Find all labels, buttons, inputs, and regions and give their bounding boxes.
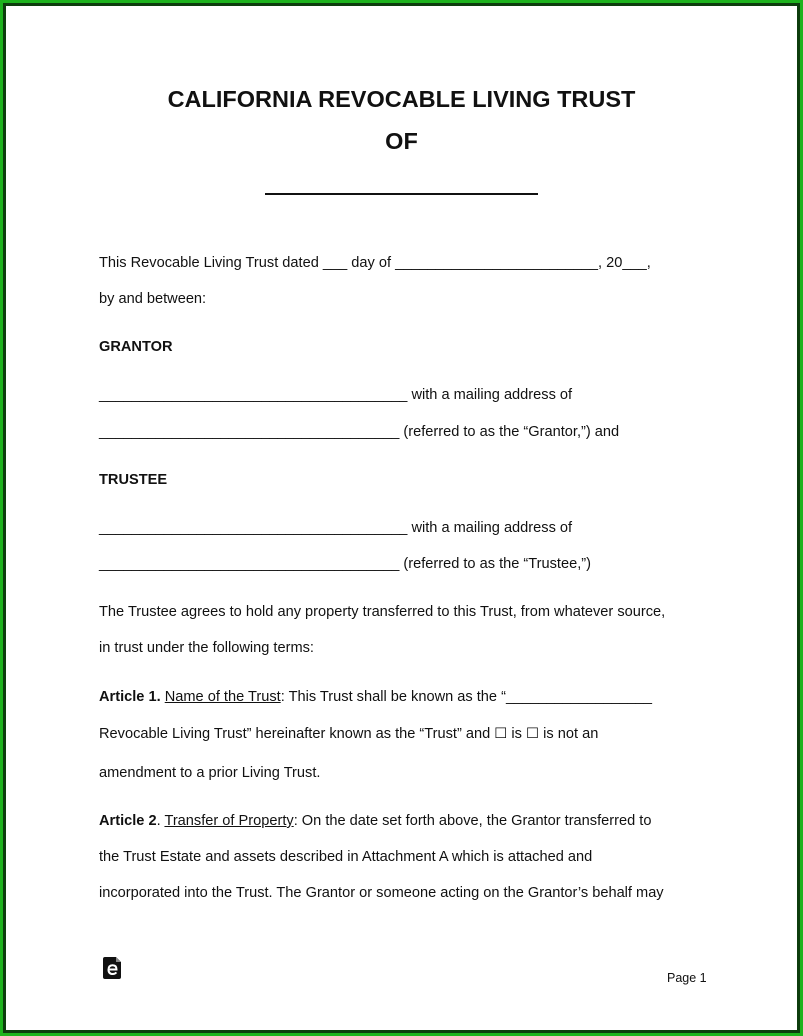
grantor-line-2: _____________________________________ (referred to as the “Grantor,”) and [99, 424, 620, 440]
article-2-separator: . [156, 813, 165, 829]
trustee-line-2: _____________________________________ (referred to as the “Trustee,”) [99, 556, 591, 572]
article-1-label: Article 1. [99, 689, 161, 705]
document-title-of: OF [385, 128, 418, 154]
article-1-line-3: amendment to a prior Living Trust. [99, 765, 321, 781]
article-1-line-2: Revocable Living Trust” hereinafter known as the “Trust” and ☐ is ☐ is not an [99, 726, 599, 742]
article-2-line-2: the Trust Estate and assets described in Attachment A which is attached and [99, 849, 593, 865]
article-1-line-1-text: : This Trust shall be known as the “__________________ [280, 689, 653, 705]
trust-name-blank-line [265, 193, 538, 195]
agreement-line-1: The Trustee agrees to hold any property transferred to this Trust, from whatever source, [99, 604, 666, 620]
article-2-label: Article 2 [99, 813, 157, 829]
article-2-line-1 [99, 812, 651, 830]
trustee-line-1: ______________________________________ with a mailing address of [99, 520, 573, 536]
article-2-heading: Transfer of Property [164, 813, 294, 829]
agreement-line-2: in trust under the following terms: [99, 640, 314, 656]
article-1-heading: Name of the Trust [164, 689, 281, 705]
intro-line-2: by and between: [99, 291, 207, 307]
intro-line-1: This Revocable Living Trust dated ___ day of _________________________, 20___, [99, 255, 651, 271]
grantor-heading: GRANTOR [99, 339, 173, 355]
article-2-line-1-text: : On the date set forth above, the Grantor transferred to [293, 813, 652, 829]
page-number: Page 1 [667, 971, 707, 985]
article-1-line-1 [99, 688, 652, 706]
article-2-line-3: incorporated into the Trust. The Grantor or someone acting on the Grantor’s behalf may [99, 885, 664, 901]
document-title: CALIFORNIA REVOCABLE LIVING TRUST [167, 86, 636, 112]
grantor-line-1: ______________________________________ with a mailing address of [99, 387, 573, 403]
trustee-heading: TRUSTEE [99, 472, 168, 488]
eforms-logo-icon [103, 957, 123, 979]
